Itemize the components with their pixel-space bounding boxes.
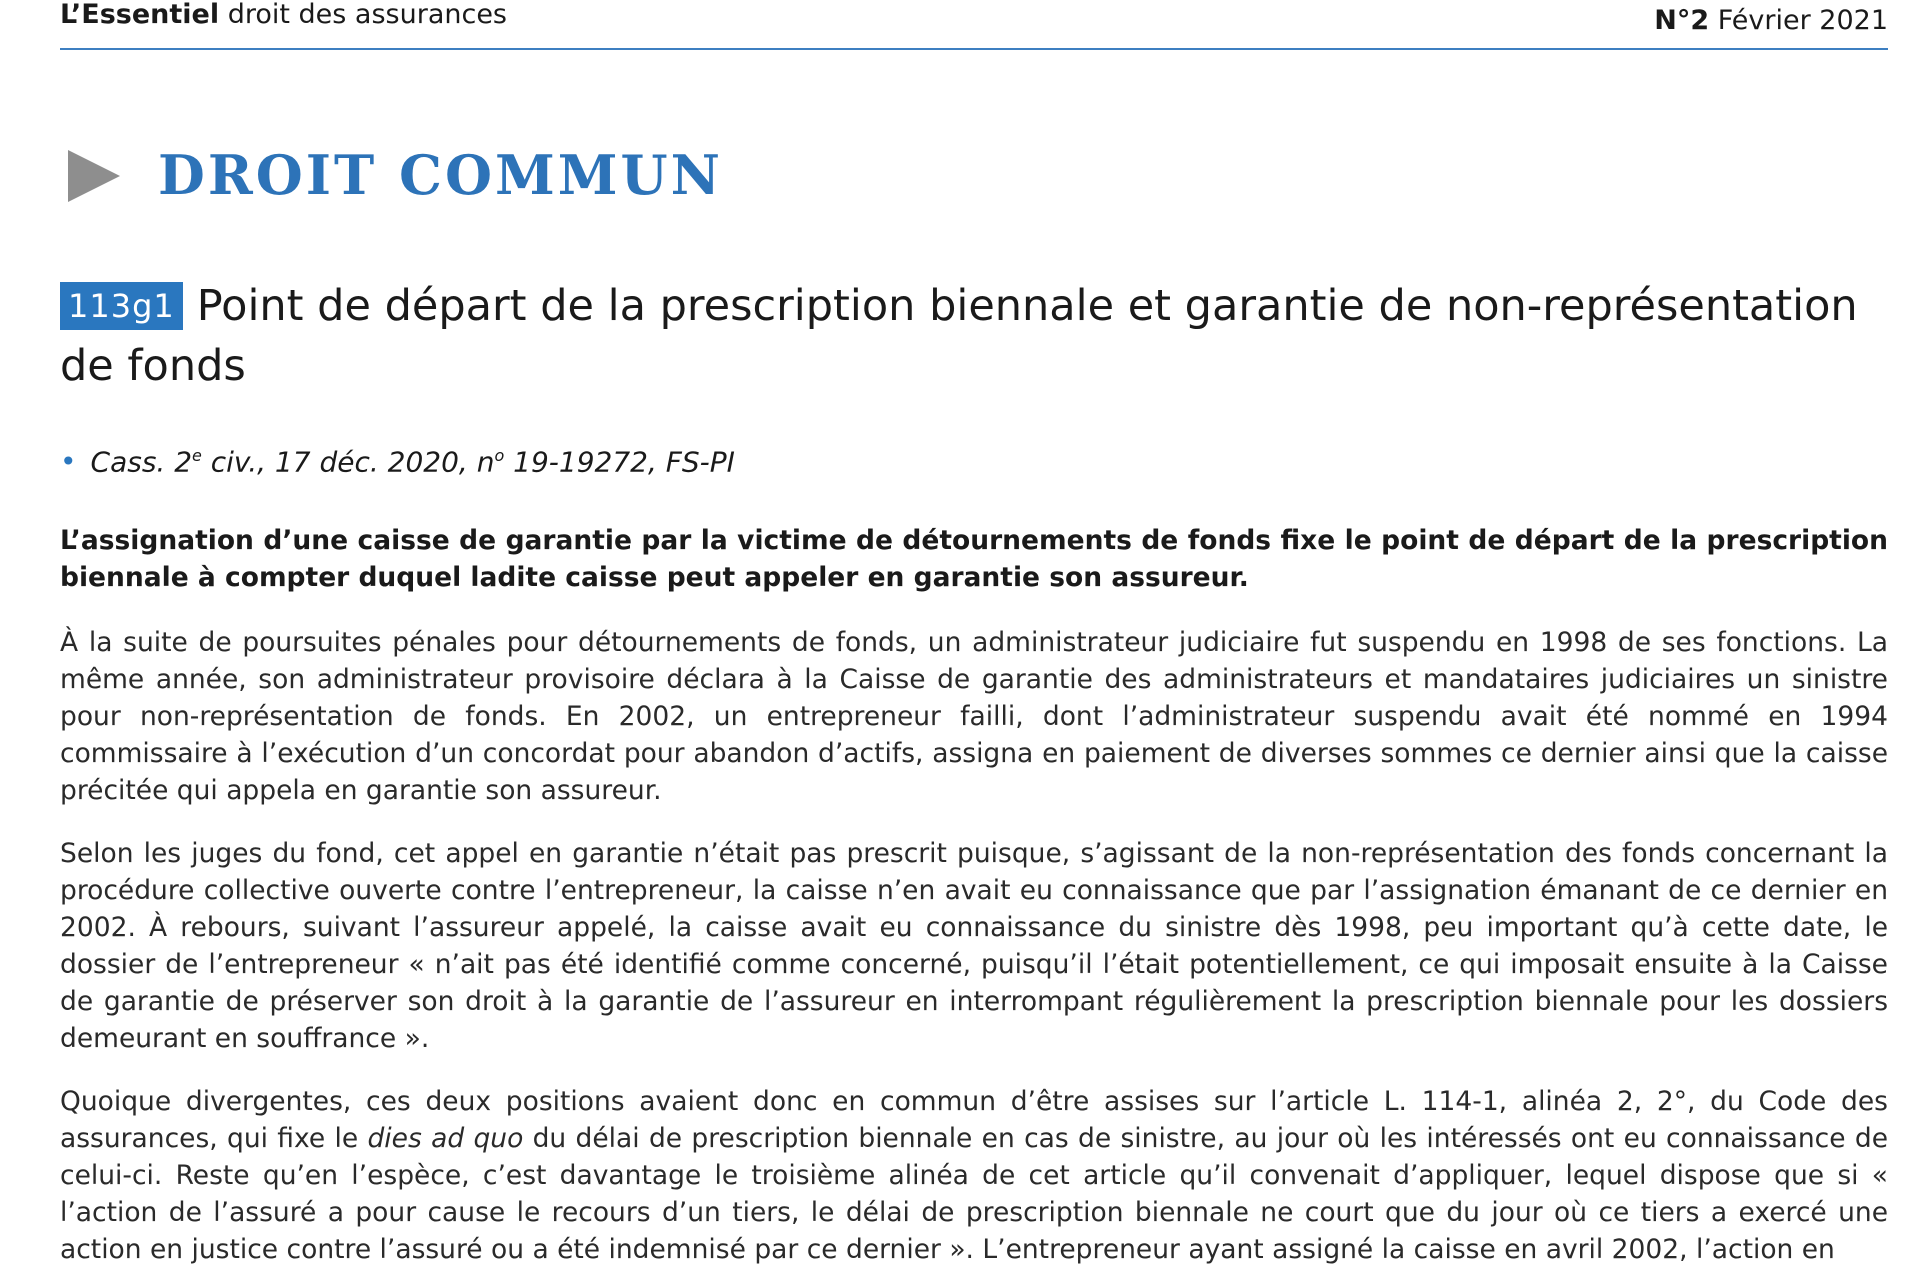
article-number-badge: 113g1 bbox=[60, 282, 183, 330]
issue-date: Février 2021 bbox=[1709, 5, 1888, 36]
paragraph-3-start: Quoique divergentes, ces deux positions avaient donc en commun d’être assises sur l’article L. 114-1, alinéa 2, 2°, du Code des assurances, qui fixe le bbox=[60, 1086, 1888, 1154]
paragraph-3-end: du délai de prescription biennale en cas de sinistre, au jour où les intéressés ont eu connaissance de celui-ci. Reste qu’en l’espèce, c’est davantage le troisième alinéa de cet article qu’il convenait d’appliquer, lequel dispose que si « l’action de l’assuré a pour cause le recours d’un tiers, le délai de prescription biennale ne court que du jour où ce tiers a exercé une action en justice contre l’assuré ou a été indemnisé par ce dernier ». L’entrepreneur ayant assigné la caisse en avril 2002, l’action en bbox=[60, 1123, 1888, 1265]
reference-no-sup: o bbox=[494, 446, 505, 465]
reference-chamber-date: civ., 17 déc. 2020, n bbox=[201, 445, 495, 479]
reference-court-sup: e bbox=[192, 446, 202, 465]
paragraph-3-italic: dies ad quo bbox=[367, 1123, 524, 1154]
section-title: DROIT COMMUN bbox=[158, 143, 724, 207]
case-reference bbox=[60, 436, 735, 482]
triangle-right-icon bbox=[68, 150, 120, 202]
paragraph-3 bbox=[60, 1083, 1888, 1268]
bullet-icon: • bbox=[60, 445, 77, 479]
article-title: Point de départ de la prescription biennale et garantie de non-représentation de fonds bbox=[60, 281, 1858, 391]
publication-subtitle: droit des assurances bbox=[219, 0, 507, 30]
reference-court: Cass. 2 bbox=[90, 445, 193, 479]
paragraph-2: Selon les juges du fond, cet appel en garantie n’était pas prescrit puisque, s’agissant de la non-représentation des fonds concernant la procédure collective ouverte contre l’entrepreneur, la caisse n’en avait eu connaissance que par l’assignation émanant de ce dernier en 2002. À rebours, suivant l’assureur appelé, la caisse avait eu connaissance du sinistre dès 1998, peu important qu’à cette date, le dossier de l’entrepreneur « n’ait pas été identifié comme concerné, puisqu’il l’était potentiellement, ce qui imposait ensuite à la Caisse de garantie de préserver son droit à la garantie de l’assureur en interrompant régulièrement la prescription biennale pour les dossiers demeurant en souffrance ». bbox=[60, 838, 1888, 1054]
issue-number: N°2 bbox=[1654, 5, 1710, 36]
reference-case: 19-19272, FS-PI bbox=[504, 445, 735, 479]
article-heading bbox=[60, 276, 1888, 396]
article-summary: L’assignation d’une caisse de garantie par la victime de détournements de fonds fixe le point de départ de la prescription biennale à compter duquel ladite caisse peut appeler en garantie son assureur. bbox=[60, 525, 1888, 593]
publication-title bbox=[60, 0, 507, 30]
running-header bbox=[60, 0, 1888, 50]
issue-info bbox=[1654, 6, 1888, 36]
publication-brand: L’Essentiel bbox=[60, 0, 220, 30]
paragraph-1: À la suite de poursuites pénales pour détournements de fonds, un administrateur judiciaire fut suspendu en 1998 de ses fonctions. La même année, son administrateur provisoire déclara à la Caisse de garantie des administrateurs et mandataires judiciaires un sinistre pour non-représentation de fonds. En 2002, un entrepreneur failli, dont l’administrateur suspendu avait été nommé en 1994 commissaire à l’exécution d’un concordat pour abandon d’actifs, assigna en paiement de diverses sommes ce dernier ainsi que la caisse précitée qui appela en garantie son assureur. bbox=[60, 627, 1888, 806]
